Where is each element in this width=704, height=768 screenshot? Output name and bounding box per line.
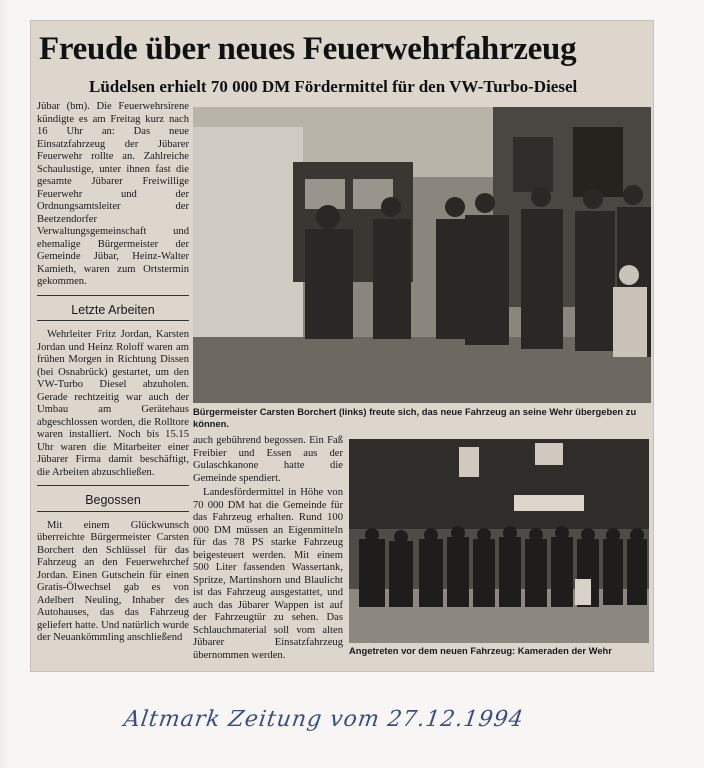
section-2-text: Mit einem Glückwunsch überreichte Bürgermeister Carsten Borchert den Schlüssel für das Fahrzeug an den Feuerwehrchef Jordan. Einen Gutschein für einen Gratis-Ölwechsel gab es von Adelbert Neuling, Inhaber des Autohauses, das das Fahrzeug geliefert hatte. Und natürlich wurde der Neuankömmling anschließend bbox=[37, 519, 189, 643]
column-2-text-1: auch gebührend begossen. Ein Faß Freibier und Essen aus der Gulaschkanone hatte die Gemeinde spendiert. bbox=[193, 435, 343, 484]
section-1-text: Wehrleiter Fritz Jordan, Karsten Jordan und Heinz Roloff waren am frühen Morgen in Richtung Dissen (bei Osnabrück) gestartet, um den VW-Turbo Diesel abzuholen. Gerade rechtzeitig war auch der Umbau am Gerätehaus abgeschlossen worden, die Rolltore waren installiert. Noch bis 15.15 Uhr waren die Mitarbeiter einer Jübarer Firma damit beschäftigt, die Arbeiten abzuschließen. bbox=[37, 329, 189, 478]
divider bbox=[37, 485, 189, 486]
divider bbox=[37, 295, 189, 296]
scan-edge bbox=[0, 0, 8, 768]
section-title-begossen: Begossen bbox=[85, 493, 141, 507]
article-column-1 bbox=[37, 101, 189, 649]
article-headline: Freude über neues Feuerwehrfahrzeug bbox=[39, 31, 577, 67]
section-title-letzte-arbeiten: Letzte Arbeiten bbox=[71, 302, 155, 317]
article-intro: Jübar (bm). Die Feuerwehrsirene kündigte es am Freitag kurz nach 16 Uhr an: Das neue Einsatzfahrzeug der Jübarer Feuerwehr rollte an. Zahlreiche Schaulustige, unter ihnen fast die gesamte Jübarer Freiwillige Feuerwehr und der Ordnungsamtsleiter der Beetzendorfer Verwaltungsgemeinschaft und ehemalige Bürgermeister der Gemeinde Jübar, Heinz-Walter Kamieth, waren zum Ortstermin gekommen. bbox=[37, 101, 189, 287]
divider bbox=[37, 320, 189, 321]
photo-fire-brigade-lineup bbox=[349, 439, 649, 643]
column-2-text-2: Landesfördermittel in Höhe von 70 000 DM hat die Gemeinde für das Fahrzeug erhalten. Rund 100 000 DM müssen an Eigenmitteln für das 78 PS starke Fahrzeug beigesteuert werden. Mit einem 500 Liter fassenden Wassertank, Spritze, Martinshorn und Blaulicht ist das Fahrzeug ausgestattet, und auch das Jübarer Wappen ist auf der Fahrzeugtür zu sehen. Das Schlauchmaterial soll vom alten Jübarer Einsatzfahrzeug übernommen werden. bbox=[193, 487, 343, 661]
divider bbox=[37, 511, 189, 512]
photo-caption-1: Bürgermeister Carsten Borchert (links) freute sich, das neue Fahrzeug an seine Wehr übergeben zu können. bbox=[193, 406, 637, 429]
newspaper-clipping bbox=[30, 20, 654, 672]
article-column-2 bbox=[193, 435, 343, 664]
photo-vehicle-handover bbox=[193, 107, 651, 403]
photo-caption-2: Angetreten vor dem neuen Fahrzeug: Kameraden der Wehr bbox=[349, 645, 612, 656]
handwritten-source-note: Altmark Zeitung vom 27.12.1994 bbox=[122, 707, 526, 732]
article-subheadline: Lüdelsen erhielt 70 000 DM Fördermittel für den VW-Turbo-Diesel bbox=[89, 77, 578, 96]
